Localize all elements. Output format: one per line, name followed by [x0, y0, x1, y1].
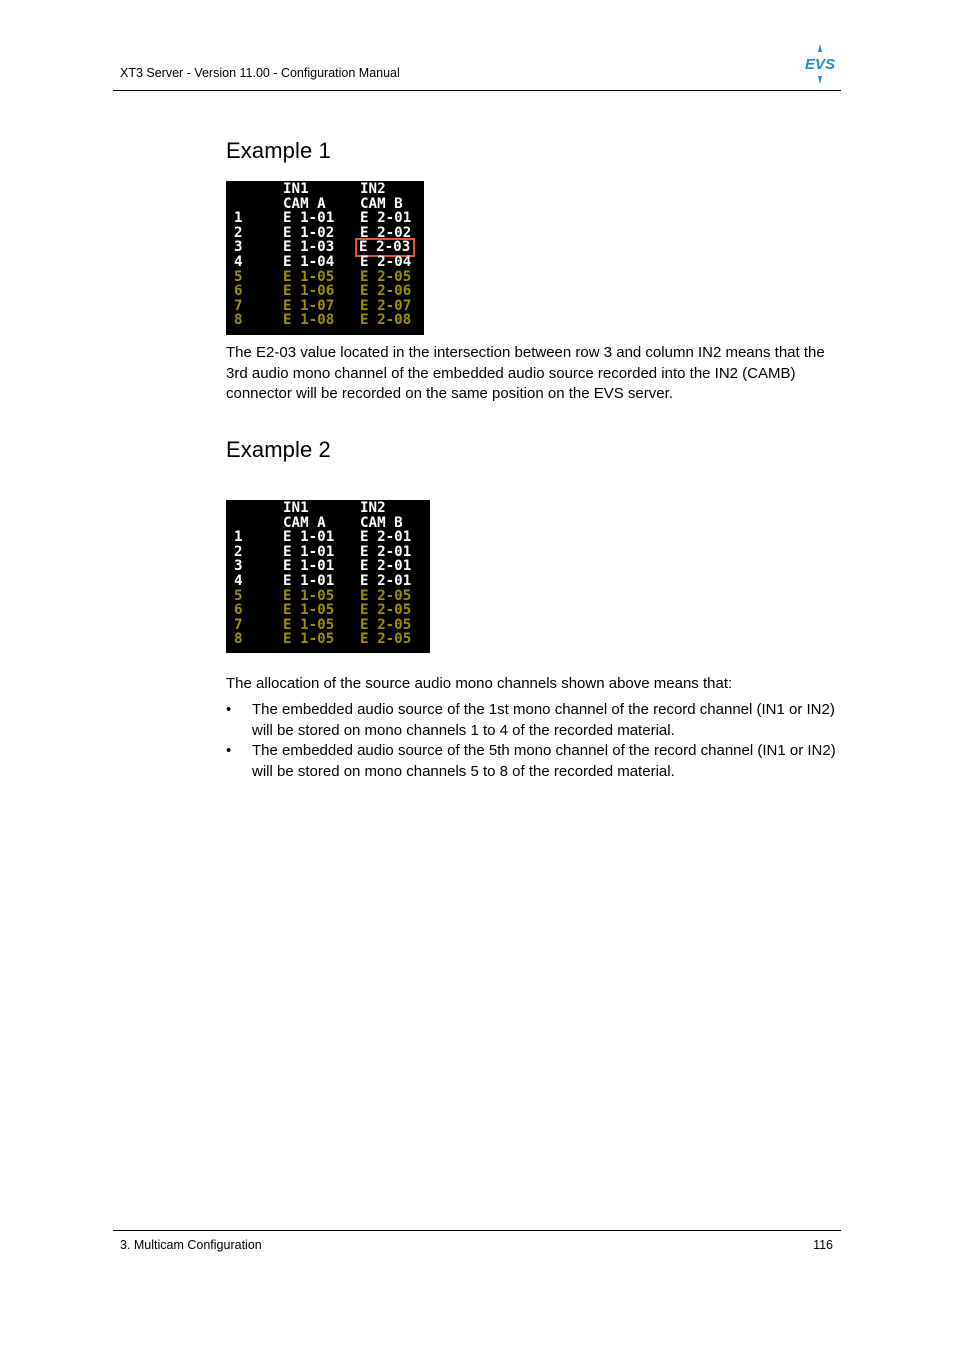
- in1-value: E 1-03: [283, 239, 335, 256]
- column-header-in2: IN2: [360, 500, 386, 516]
- in2-value: E 2-05: [360, 587, 412, 604]
- table-row: [226, 545, 430, 560]
- in2-value: E 2-01: [360, 210, 412, 227]
- channel-number: 2: [234, 543, 243, 560]
- table-row: [226, 589, 430, 604]
- example1-paragraph: The E2-03 value located in the intersection between row 3 and column IN2 means that the 3rd audio mono channel of the embedded audio source recorded into the IN2 (CAMB) connector will be recorded on the same position on the EVS server.: [226, 344, 825, 402]
- footer-page-number: 116: [813, 1238, 833, 1252]
- table-row: [226, 530, 430, 545]
- channel-number: 2: [234, 224, 243, 241]
- logo-text: EVS: [804, 56, 836, 73]
- in2-value-highlighted: E 2-03: [357, 240, 413, 255]
- footer-section: 3. Multicam Configuration: [120, 1238, 262, 1252]
- table-row: [226, 270, 424, 285]
- screen-subheader-row: [226, 197, 424, 212]
- channel-number: 4: [234, 253, 243, 270]
- page-header-title: XT3 Server - Version 11.00 - Configuration Manual: [120, 66, 400, 80]
- in2-value: E 2-05: [360, 602, 412, 619]
- channel-number: 3: [234, 558, 243, 575]
- channel-number: 3: [234, 239, 243, 256]
- in1-value: E 1-05: [283, 631, 335, 648]
- in2-value: E 2-05: [360, 616, 412, 633]
- table-row: [226, 240, 424, 255]
- in2-value: E 2-04: [360, 253, 412, 270]
- in1-value: E 1-02: [283, 224, 335, 241]
- in1-value: E 1-06: [283, 283, 335, 300]
- in1-value: E 1-05: [283, 268, 335, 285]
- table-row: [226, 255, 424, 270]
- bullet-icon: •: [226, 701, 232, 718]
- in1-value: E 1-01: [283, 210, 335, 227]
- in2-value: E 2-05: [360, 268, 412, 285]
- in2-value: E 2-08: [360, 312, 412, 329]
- table-row: [226, 618, 430, 633]
- evs-logo: [803, 44, 837, 84]
- column-header-in1: IN1: [283, 500, 309, 516]
- channel-number: 1: [234, 529, 243, 546]
- example1-screen: [226, 181, 424, 335]
- column-subheader-in1: CAM A: [283, 195, 326, 212]
- channel-number: 5: [234, 587, 243, 604]
- channel-number: 6: [234, 602, 243, 619]
- channel-number: 6: [234, 283, 243, 300]
- footer-rule: [113, 1230, 841, 1231]
- in1-value: E 1-01: [283, 572, 335, 589]
- in2-value: E 2-05: [360, 631, 412, 648]
- channel-number: 8: [234, 312, 243, 329]
- channel-number: 7: [234, 297, 243, 314]
- in1-value: E 1-04: [283, 253, 335, 270]
- bullet-icon: •: [226, 742, 232, 759]
- in1-value: E 1-07: [283, 297, 335, 314]
- channel-number: 1: [234, 210, 243, 227]
- evs-logo-icon: [803, 44, 837, 84]
- example2-screen: [226, 500, 430, 653]
- column-header-in1: IN1: [283, 181, 309, 197]
- in1-value: E 1-01: [283, 558, 335, 575]
- channel-number: 5: [234, 268, 243, 285]
- in2-value: E 2-01: [360, 529, 412, 546]
- header-rule: [113, 90, 841, 91]
- column-subheader-in2: CAM B: [360, 195, 403, 212]
- table-row: [226, 299, 424, 314]
- column-subheader-in2: CAM B: [360, 514, 403, 531]
- in2-value: E 2-01: [360, 543, 412, 560]
- screen-header-row: [226, 182, 424, 197]
- example2-bullet-list: [226, 700, 846, 782]
- table-row: [226, 632, 430, 647]
- in1-value: E 1-01: [283, 543, 335, 560]
- channel-number: 4: [234, 572, 243, 589]
- list-item: [226, 700, 846, 741]
- example2-intro: The allocation of the source audio mono channels shown above means that:: [226, 675, 733, 692]
- in2-value: E 2-02: [360, 224, 412, 241]
- screen-subheader-row: [226, 516, 430, 531]
- table-row: [226, 574, 430, 589]
- in2-value: E 2-07: [360, 297, 412, 314]
- table-row: [226, 313, 424, 328]
- in1-value: E 1-08: [283, 312, 335, 329]
- column-header-in2: IN2: [360, 181, 386, 197]
- bullet-text: The embedded audio source of the 5th mono channel of the record channel (IN1 or IN2) will be stored on mono channels 5 to 8 of the recorded material.: [252, 742, 836, 780]
- channel-number: 8: [234, 631, 243, 648]
- table-row: [226, 284, 424, 299]
- column-subheader-in1: CAM A: [283, 514, 326, 531]
- channel-number: 7: [234, 616, 243, 633]
- in1-value: E 1-05: [283, 616, 335, 633]
- in1-value: E 1-05: [283, 587, 335, 604]
- in2-value: E 2-01: [360, 558, 412, 575]
- table-row: [226, 211, 424, 226]
- table-row: [226, 559, 430, 574]
- in1-value: E 1-01: [283, 529, 335, 546]
- example2-heading: Example 2: [226, 437, 331, 462]
- in2-value: E 2-06: [360, 283, 412, 300]
- table-row: [226, 603, 430, 618]
- screen-header-row: [226, 501, 430, 516]
- in1-value: E 1-05: [283, 602, 335, 619]
- example1-heading: Example 1: [226, 138, 331, 163]
- bullet-text: The embedded audio source of the 1st mono channel of the record channel (IN1 or IN2) will be stored on mono channels 1 to 4 of the recorded material.: [252, 701, 835, 739]
- in2-value: E 2-01: [360, 572, 412, 589]
- table-row: [226, 226, 424, 241]
- list-item: [226, 741, 846, 782]
